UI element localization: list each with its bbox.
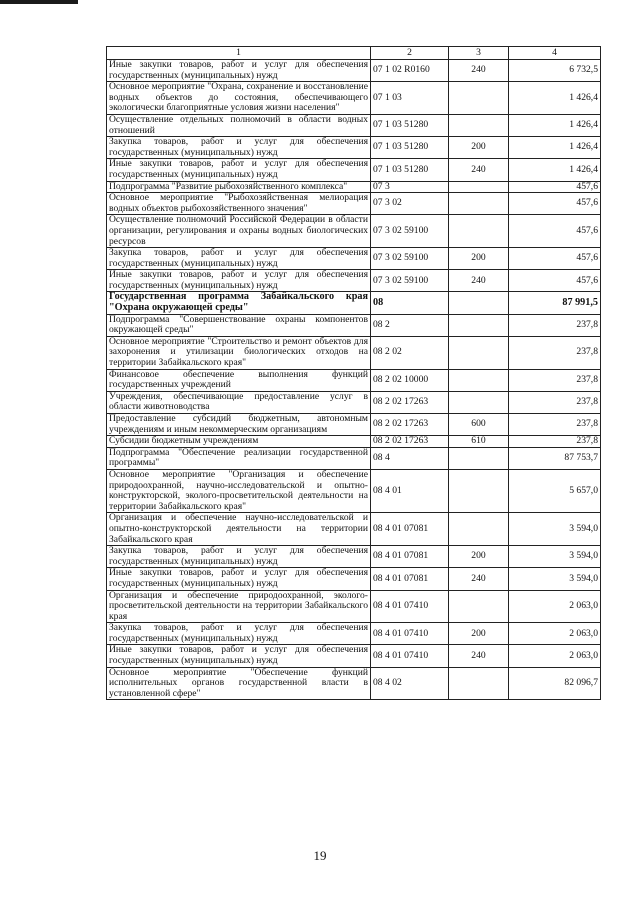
table-row xyxy=(107,391,601,413)
table-row xyxy=(107,436,601,448)
row-name: Иные закупки товаров, работ и услуг для обеспечения государственных (муниципальных) нужд xyxy=(107,645,371,667)
row-code: 07 3 02 59100 xyxy=(371,215,449,248)
table-row xyxy=(107,414,601,436)
row-type xyxy=(449,181,509,193)
row-type: 200 xyxy=(449,137,509,159)
table-row xyxy=(107,159,601,181)
row-code: 07 3 02 xyxy=(371,193,449,215)
row-code: 08 2 02 10000 xyxy=(371,369,449,391)
row-type xyxy=(449,469,509,512)
row-name: Предоставление субсидий бюджетным, автономным учреждениям и иным некоммерческим организациям xyxy=(107,414,371,436)
table-row xyxy=(107,623,601,645)
row-amount: 6 732,5 xyxy=(509,60,601,82)
row-type xyxy=(449,292,509,314)
table-row xyxy=(107,546,601,568)
row-type xyxy=(449,314,509,336)
row-type xyxy=(449,193,509,215)
row-amount: 457,6 xyxy=(509,193,601,215)
row-type xyxy=(449,336,509,369)
row-name: Организация и обеспечение природоохранной, эколого-просветительской деятельности на территории Забайкальского края xyxy=(107,590,371,623)
row-name: Закупка товаров, работ и услуг для обеспечения государственных (муниципальных) нужд xyxy=(107,623,371,645)
row-code: 07 1 02 R0160 xyxy=(371,60,449,82)
row-name: Основное мероприятие "Обеспечение функций исполнительных органов государственной власти в установленной сфере" xyxy=(107,667,371,700)
row-name: Подпрограмма "Обеспечение реализации государственной программы" xyxy=(107,447,371,469)
row-code: 08 2 02 17263 xyxy=(371,436,449,448)
row-name: Закупка товаров, работ и услуг для обеспечения государственных (муниципальных) нужд xyxy=(107,546,371,568)
row-type xyxy=(449,369,509,391)
row-name: Осуществление полномочий Российской Федерации в области организации, регулирования и охраны водных биологических ресурсов xyxy=(107,215,371,248)
header-col-2: 2 xyxy=(371,47,449,60)
row-name: Иные закупки товаров, работ и услуг для обеспечения государственных (муниципальных) нужд xyxy=(107,159,371,181)
row-name: Субсидии бюджетным учреждениям xyxy=(107,436,371,448)
row-name: Осуществление отдельных полномочий в области водных отношений xyxy=(107,114,371,136)
row-type xyxy=(449,114,509,136)
table-row xyxy=(107,114,601,136)
row-amount: 3 594,0 xyxy=(509,513,601,546)
row-code: 08 4 01 07081 xyxy=(371,513,449,546)
row-code: 08 4 01 xyxy=(371,469,449,512)
row-amount: 457,6 xyxy=(509,215,601,248)
row-amount: 237,8 xyxy=(509,436,601,448)
row-name: Организация и обеспечение научно-исследовательской и опытно-конструкторской деятельности на территории Забайкальского края xyxy=(107,513,371,546)
row-type xyxy=(449,215,509,248)
budget-table-body xyxy=(107,47,601,700)
table-row xyxy=(107,568,601,590)
row-amount: 2 063,0 xyxy=(509,645,601,667)
table-row xyxy=(107,292,601,314)
header-col-3: 3 xyxy=(449,47,509,60)
table-row xyxy=(107,667,601,700)
row-amount: 1 426,4 xyxy=(509,137,601,159)
row-name: Закупка товаров, работ и услуг для обеспечения государственных (муниципальных) нужд xyxy=(107,248,371,270)
row-name: Государственная программа Забайкальского края "Охрана окружающей среды" xyxy=(107,292,371,314)
row-code: 07 1 03 51280 xyxy=(371,114,449,136)
row-amount: 87 991,5 xyxy=(509,292,601,314)
row-code: 08 4 02 xyxy=(371,667,449,700)
row-code: 08 4 01 07081 xyxy=(371,568,449,590)
row-code: 08 2 xyxy=(371,314,449,336)
row-type: 240 xyxy=(449,568,509,590)
budget-table xyxy=(106,46,601,700)
row-code: 07 3 02 59100 xyxy=(371,270,449,292)
table-row xyxy=(107,469,601,512)
table-row xyxy=(107,193,601,215)
row-type xyxy=(449,590,509,623)
row-name: Основное мероприятие "Организация и обеспечение природоохранной, научно-исследовательской и опытно-конструкторской, эколого-просветительской деятельности на территории Забайкальского края" xyxy=(107,469,371,512)
row-type: 600 xyxy=(449,414,509,436)
row-type xyxy=(449,391,509,413)
row-code: 08 2 02 xyxy=(371,336,449,369)
row-type xyxy=(449,82,509,115)
row-code: 08 4 01 07081 xyxy=(371,546,449,568)
row-amount: 82 096,7 xyxy=(509,667,601,700)
row-code: 07 3 xyxy=(371,181,449,193)
table-row xyxy=(107,336,601,369)
row-code: 08 4 01 07410 xyxy=(371,590,449,623)
row-name: Иные закупки товаров, работ и услуг для обеспечения государственных (муниципальных) нужд xyxy=(107,568,371,590)
row-amount: 3 594,0 xyxy=(509,546,601,568)
page-number: 19 xyxy=(313,848,327,863)
row-code: 08 4 xyxy=(371,447,449,469)
table-row xyxy=(107,60,601,82)
row-amount: 237,8 xyxy=(509,369,601,391)
row-type: 610 xyxy=(449,436,509,448)
table-row xyxy=(107,215,601,248)
row-code: 08 4 01 07410 xyxy=(371,623,449,645)
row-name: Финансовое обеспечение выполнения функций государственных учреждений xyxy=(107,369,371,391)
header-col-1: 1 xyxy=(107,47,371,60)
row-code: 08 2 02 17263 xyxy=(371,414,449,436)
row-code: 07 3 02 59100 xyxy=(371,248,449,270)
row-amount: 1 426,4 xyxy=(509,82,601,115)
row-type xyxy=(449,667,509,700)
table-row xyxy=(107,181,601,193)
table-row xyxy=(107,369,601,391)
row-name: Основное мероприятие "Охрана, сохранение и восстановление водных объектов до состояния, обеспечивающего экологически благоприятные условия жизни населения" xyxy=(107,82,371,115)
row-name: Учреждения, обеспечивающие предоставление услуг в области животноводства xyxy=(107,391,371,413)
row-type: 240 xyxy=(449,159,509,181)
row-amount: 5 657,0 xyxy=(509,469,601,512)
scan-edge-mark xyxy=(0,0,78,4)
row-amount: 1 426,4 xyxy=(509,114,601,136)
row-name: Иные закупки товаров, работ и услуг для обеспечения государственных (муниципальных) нужд xyxy=(107,60,371,82)
table-row xyxy=(107,590,601,623)
row-amount: 237,8 xyxy=(509,391,601,413)
row-code: 07 1 03 51280 xyxy=(371,159,449,181)
header-col-4: 4 xyxy=(509,47,601,60)
table-row xyxy=(107,645,601,667)
row-type: 200 xyxy=(449,546,509,568)
row-type: 200 xyxy=(449,248,509,270)
row-amount: 237,8 xyxy=(509,414,601,436)
table-row xyxy=(107,447,601,469)
row-name: Подпрограмма "Совершенствование охраны компонентов окружающей среды" xyxy=(107,314,371,336)
row-name: Закупка товаров, работ и услуг для обеспечения государственных (муниципальных) нужд xyxy=(107,137,371,159)
row-name: Иные закупки товаров, работ и услуг для обеспечения государственных (муниципальных) нужд xyxy=(107,270,371,292)
row-type xyxy=(449,447,509,469)
table-row xyxy=(107,248,601,270)
row-code: 08 2 02 17263 xyxy=(371,391,449,413)
row-amount: 457,6 xyxy=(509,270,601,292)
row-amount: 457,6 xyxy=(509,248,601,270)
row-type: 240 xyxy=(449,60,509,82)
row-type xyxy=(449,513,509,546)
table-row xyxy=(107,513,601,546)
row-name: Подпрограмма "Развитие рыбохозяйственного комплекса" xyxy=(107,181,371,193)
row-amount: 237,8 xyxy=(509,336,601,369)
row-amount: 2 063,0 xyxy=(509,623,601,645)
table-header-row xyxy=(107,47,601,60)
row-amount: 3 594,0 xyxy=(509,568,601,590)
table-row xyxy=(107,270,601,292)
table-row xyxy=(107,82,601,115)
row-amount: 237,8 xyxy=(509,314,601,336)
table-row xyxy=(107,137,601,159)
row-type: 240 xyxy=(449,270,509,292)
row-code: 08 xyxy=(371,292,449,314)
row-amount: 1 426,4 xyxy=(509,159,601,181)
row-code: 08 4 01 07410 xyxy=(371,645,449,667)
row-type: 200 xyxy=(449,623,509,645)
row-code: 07 1 03 51280 xyxy=(371,137,449,159)
table-row xyxy=(107,314,601,336)
row-name: Основное мероприятие "Строительство и ремонт объектов для захоронения и утилизации биологических отходов на территории Забайкальского края" xyxy=(107,336,371,369)
row-amount: 457,6 xyxy=(509,181,601,193)
row-code: 07 1 03 xyxy=(371,82,449,115)
row-amount: 87 753,7 xyxy=(509,447,601,469)
row-amount: 2 063,0 xyxy=(509,590,601,623)
row-name: Основное мероприятие "Рыбохозяйственная мелиорация водных объектов рыбохозяйственного значения" xyxy=(107,193,371,215)
row-type: 240 xyxy=(449,645,509,667)
